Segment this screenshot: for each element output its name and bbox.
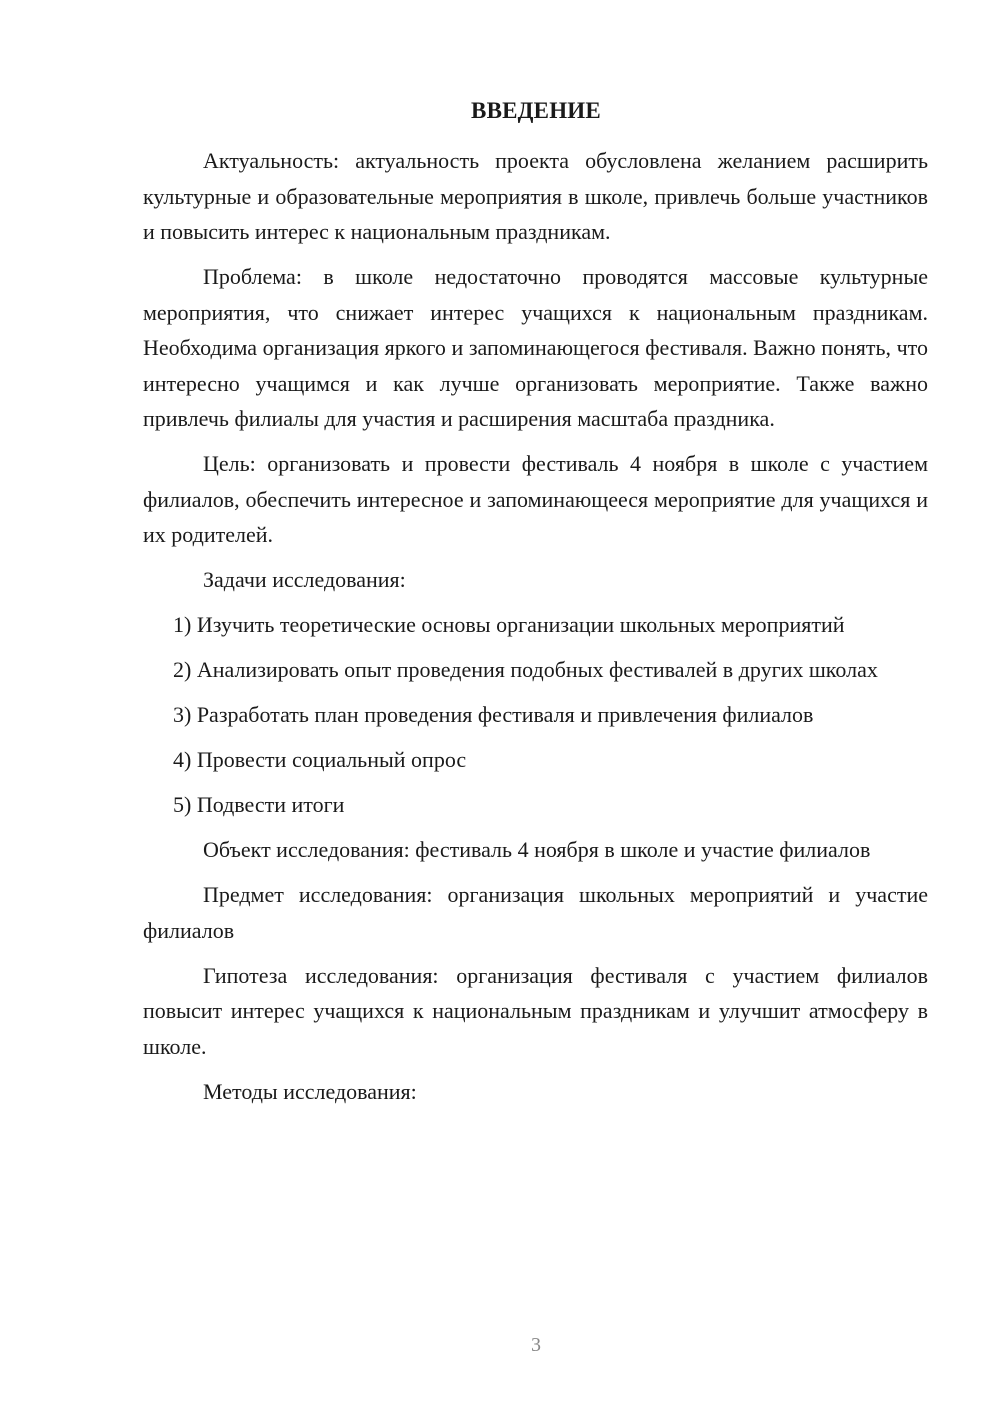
section-title: ВВЕДЕНИЕ — [471, 98, 601, 123]
tasks-heading: Задачи исследования: — [203, 567, 406, 592]
paragraph-relevance: Актуальность: актуальность проекта обусловлена желанием расширить культурные и образовательные мероприятия в школе, привлечь больше участников и повысить интерес к национальным праздникам. — [143, 148, 928, 244]
paragraph-problem: Проблема: в школе недостаточно проводятся массовые культурные мероприятия, что снижает интерес учащихся к национальным праздникам. Необходима организация яркого и запоминающегося фестиваля. Важно понять, что интересно учащимся и как лучше организовать мероприятие. Также важно привлечь филиалы для участия и расширения масштаба праздника. — [143, 264, 928, 431]
methods-heading: Методы исследования: — [203, 1078, 417, 1104]
paragraph-hypothesis: Гипотеза исследования: организация фестиваля с участием филиалов повысит интерес учащихся к национальным праздникам и улучшит атмосферу в школе. — [143, 962, 928, 1059]
document-body — [143, 143, 928, 1119]
task-item-5: 5) Подвести итоги — [173, 792, 345, 817]
paragraph-goal: Цель: организовать и провести фестиваль 4 ноября в школе с участием филиалов, обеспечить интересное и запоминающееся мероприятие для учащихся и их родителей. — [143, 451, 928, 547]
task-item-1: 1) Изучить теоретические основы организации школьных мероприятий — [173, 612, 845, 637]
page-number: 3 — [531, 1334, 541, 1356]
paragraph-object: Объект исследования: фестиваль 4 ноября в школе и участие филиалов — [203, 837, 871, 862]
task-item-2: 2) Анализировать опыт проведения подобных фестивалей в других школах — [173, 657, 878, 682]
task-item-3: 3) Разработать план проведения фестиваля и привлечения филиалов — [173, 702, 814, 727]
task-item-4: 4) Провести социальный опрос — [173, 747, 467, 772]
paragraph-subject: Предмет исследования: организация школьных мероприятий и участие филиалов — [143, 882, 928, 943]
